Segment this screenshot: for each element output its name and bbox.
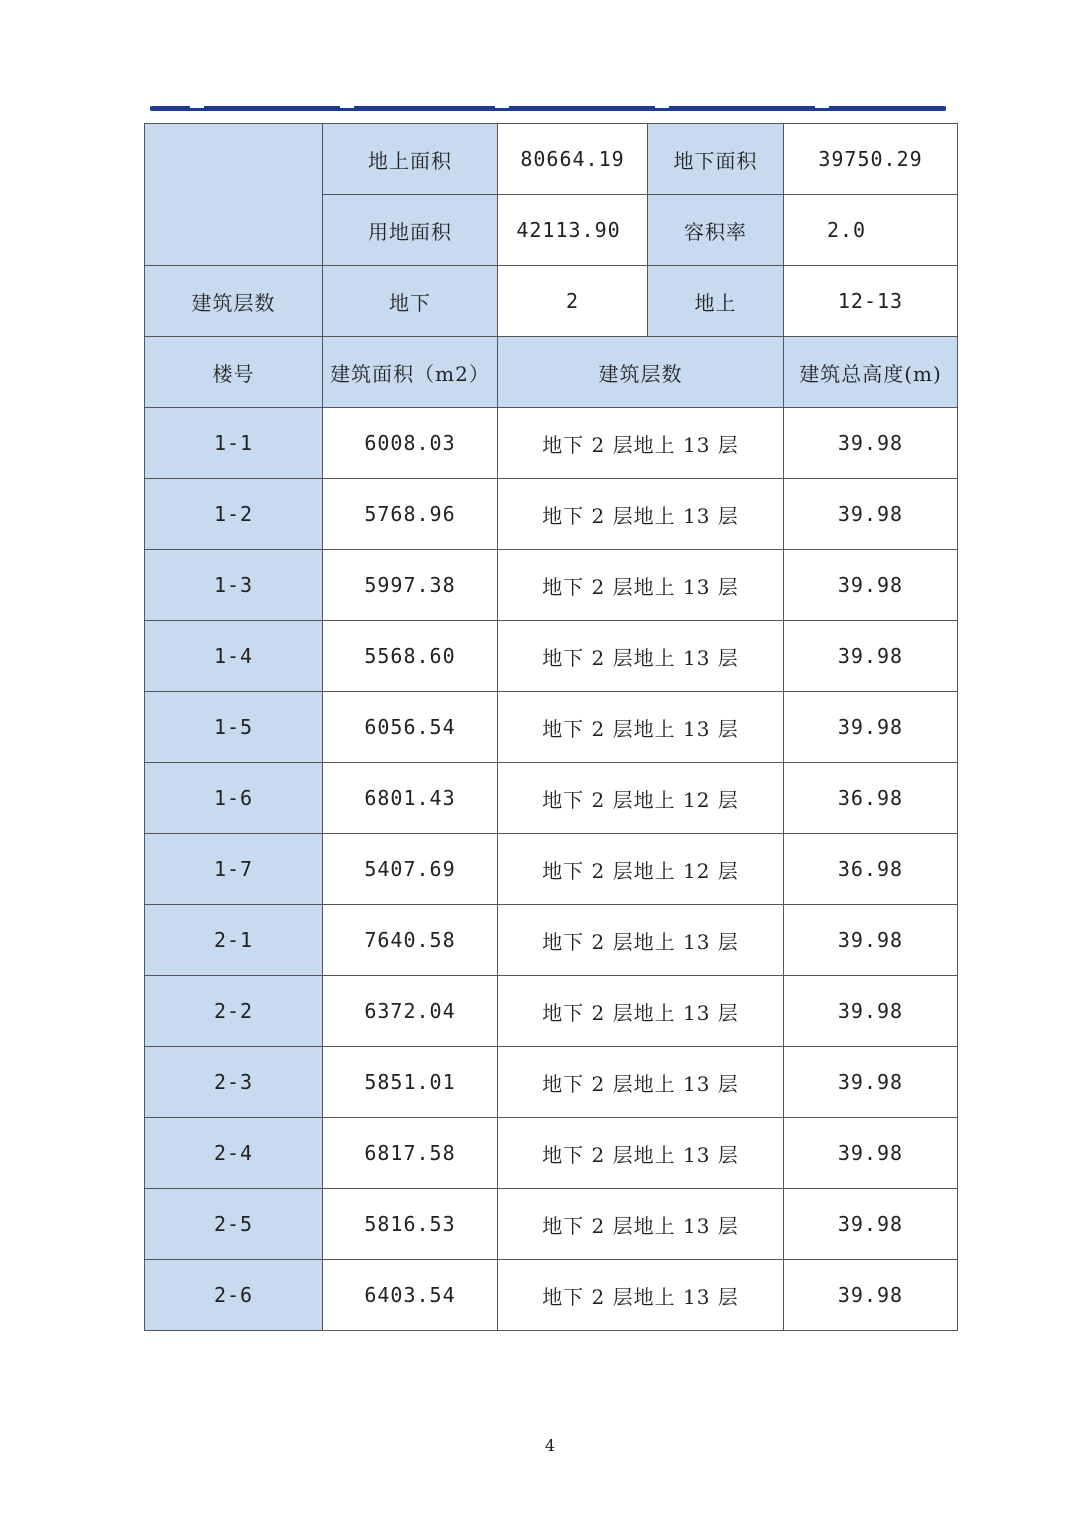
underground-floors-value: 2 (498, 266, 648, 337)
table-row (145, 1189, 958, 1260)
floors-cell: 地下 2 层地上 13 层 (498, 621, 784, 692)
column-header-building-no: 楼号 (145, 337, 323, 408)
land-area-label: 用地面积 (323, 195, 498, 266)
underground-area-label: 地下面积 (648, 124, 784, 195)
floors-cell: 地下 2 层地上 13 层 (498, 550, 784, 621)
table-row (145, 976, 958, 1047)
building-no-cell: 2-2 (145, 976, 323, 1047)
building-no-cell: 2-1 (145, 905, 323, 976)
floors-cell: 地下 2 层地上 12 层 (498, 834, 784, 905)
height-cell: 39.98 (784, 976, 958, 1047)
building-area-cell: 6403.54 (323, 1260, 498, 1331)
building-area-cell: 6008.03 (323, 408, 498, 479)
height-cell: 39.98 (784, 692, 958, 763)
building-no-cell: 1-6 (145, 763, 323, 834)
above-ground-area-value: 80664.19 (498, 124, 648, 195)
building-area-cell: 7640.58 (323, 905, 498, 976)
page-number: 4 (544, 1436, 556, 1455)
building-area-cell: 6817.58 (323, 1118, 498, 1189)
building-no-cell: 2-4 (145, 1118, 323, 1189)
table-row (145, 1260, 958, 1331)
height-cell: 39.98 (784, 550, 958, 621)
floors-cell: 地下 2 层地上 13 层 (498, 976, 784, 1047)
floors-cell: 地下 2 层地上 13 层 (498, 1189, 784, 1260)
height-cell: 39.98 (784, 905, 958, 976)
building-no-cell: 2-3 (145, 1047, 323, 1118)
building-area-cell: 5768.96 (323, 479, 498, 550)
height-cell: 39.98 (784, 1189, 958, 1260)
height-cell: 36.98 (784, 763, 958, 834)
building-no-cell: 1-7 (145, 834, 323, 905)
table-row (145, 1118, 958, 1189)
floors-cell: 地下 2 层地上 13 层 (498, 1118, 784, 1189)
above-ground-floors-value: 12-13 (784, 266, 958, 337)
underground-area-value: 39750.29 (784, 124, 958, 195)
height-cell: 39.98 (784, 621, 958, 692)
building-area-cell: 5851.01 (323, 1047, 498, 1118)
floors-cell: 地下 2 层地上 13 层 (498, 1260, 784, 1331)
floors-cell: 地下 2 层地上 13 层 (498, 1047, 784, 1118)
building-data-table (144, 123, 958, 1331)
summary-row-floors (145, 266, 958, 337)
table-row (145, 905, 958, 976)
column-header-total-height: 建筑总高度(m) (784, 337, 958, 408)
table-row (145, 763, 958, 834)
table-row (145, 479, 958, 550)
table-row (145, 621, 958, 692)
above-ground-area-label: 地上面积 (323, 124, 498, 195)
building-area-cell: 6372.04 (323, 976, 498, 1047)
plot-ratio-label: 容积率 (648, 195, 784, 266)
height-cell: 39.98 (784, 408, 958, 479)
empty-label-cell (145, 124, 323, 266)
header-rule-breaks (150, 106, 946, 111)
building-no-cell: 1-5 (145, 692, 323, 763)
summary-row-area (145, 124, 958, 195)
underground-label: 地下 (323, 266, 498, 337)
height-cell: 39.98 (784, 479, 958, 550)
column-header-row (145, 337, 958, 408)
building-area-cell: 5997.38 (323, 550, 498, 621)
floors-label: 建筑层数 (145, 266, 323, 337)
building-no-cell: 1-4 (145, 621, 323, 692)
height-cell: 39.98 (784, 1260, 958, 1331)
land-area-value: 42113.90 (498, 195, 648, 266)
building-area-cell: 5568.60 (323, 621, 498, 692)
building-no-cell: 2-5 (145, 1189, 323, 1260)
building-no-cell: 1-3 (145, 550, 323, 621)
building-area-cell: 6801.43 (323, 763, 498, 834)
building-no-cell: 2-6 (145, 1260, 323, 1331)
table-row (145, 550, 958, 621)
height-cell: 39.98 (784, 1047, 958, 1118)
height-cell: 39.98 (784, 1118, 958, 1189)
floors-cell: 地下 2 层地上 13 层 (498, 408, 784, 479)
plot-ratio-value: 2.0 (784, 195, 958, 266)
table-row (145, 692, 958, 763)
building-no-cell: 1-2 (145, 479, 323, 550)
table-row (145, 834, 958, 905)
table-row (145, 408, 958, 479)
building-area-cell: 5407.69 (323, 834, 498, 905)
table-row (145, 1047, 958, 1118)
floors-cell: 地下 2 层地上 13 层 (498, 692, 784, 763)
floors-cell: 地下 2 层地上 12 层 (498, 763, 784, 834)
column-header-floors: 建筑层数 (498, 337, 784, 408)
height-cell: 36.98 (784, 834, 958, 905)
column-header-building-area: 建筑面积（m2） (323, 337, 498, 408)
building-area-cell: 6056.54 (323, 692, 498, 763)
building-area-cell: 5816.53 (323, 1189, 498, 1260)
floors-cell: 地下 2 层地上 13 层 (498, 479, 784, 550)
above-ground-label: 地上 (648, 266, 784, 337)
floors-cell: 地下 2 层地上 13 层 (498, 905, 784, 976)
building-no-cell: 1-1 (145, 408, 323, 479)
